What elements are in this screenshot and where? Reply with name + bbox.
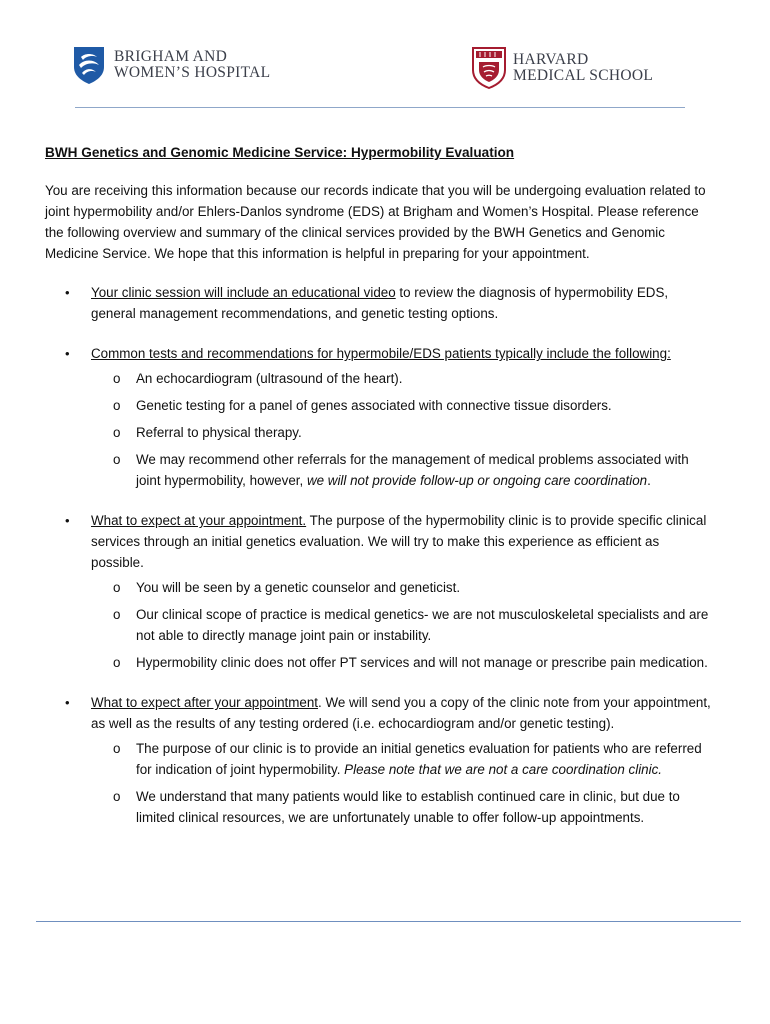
bullet-after-appointment xyxy=(45,692,715,828)
sub-marker: o xyxy=(113,425,121,440)
footer-divider xyxy=(36,921,741,922)
bullet-at-appointment xyxy=(45,510,715,673)
bullet-text: to review the diagnosis of hypermobility EDS, general management recommendations, and genetic testing options. xyxy=(91,285,669,321)
hms-logo-line2: MEDICAL SCHOOL xyxy=(513,67,654,84)
sub-marker: o xyxy=(113,371,121,386)
sub-text: We understand that many patients would like to establish continued care in clinic, but due to limited clinical resources, we are unfortunately unable to offer follow-up appointments. xyxy=(136,789,680,825)
bullet-heading: Common tests and recommendations for hypermobile/EDS patients typically include the following: xyxy=(91,346,671,361)
sub-text: Hypermobility clinic does not offer PT services and will not manage or prescribe pain medication. xyxy=(136,655,708,670)
bullet-list xyxy=(45,282,715,828)
sub-list xyxy=(91,738,715,828)
sub-text-italic: Please note that we are not a care coordination clinic. xyxy=(344,762,663,777)
sub-text: Our clinical scope of practice is medical genetics- we are not musculoskeletal specialists and are not able to directly manage joint pain or instability. xyxy=(136,607,709,643)
bullet-text: The purpose of the hypermobility clinic is to provide specific clinical services through an initial genetics evaluation. We will try to make this experience as efficient as possible. xyxy=(91,513,707,570)
bwh-logo-line2: WOMEN’S HOSPITAL xyxy=(114,64,271,81)
bwh-logo-line1: BRIGHAM AND xyxy=(114,48,228,65)
header-divider xyxy=(75,107,685,108)
sub-text-italic: we will not provide follow-up or ongoing care coordination xyxy=(306,473,648,488)
sub-marker: o xyxy=(113,607,121,622)
sub-item xyxy=(91,738,715,780)
sub-text: An echocardiogram (ultrasound of the heart). xyxy=(136,371,403,386)
sub-item xyxy=(91,422,715,443)
sub-item xyxy=(91,395,715,416)
bullet-text: . We will send you a copy of the clinic note from your appointment, as well as the results of any testing ordered (i.e. echocardiogram and/or genetic testing). xyxy=(91,695,711,731)
intro-paragraph: You are receiving this information because our records indicate that you will be undergoing evaluation related to joint hypermobility and/or Ehlers-Danlos syndrome (EDS) at Brigham and Women’s Hospital. Please reference the following overview and summary of the clinical services provided by the BWH Genetics and Genomic Medicine Service. We hope that this information is helpful in preparing for your appointment. xyxy=(45,183,706,261)
sub-list xyxy=(91,368,715,491)
sub-text: We may recommend other referrals for the management of medical problems associated with joint hypermobility, however, xyxy=(136,452,689,488)
sub-marker: o xyxy=(113,789,121,804)
sub-item xyxy=(91,786,715,828)
hms-logo-line1: HARVARD xyxy=(513,51,589,68)
sub-list xyxy=(91,577,715,673)
hms-logo xyxy=(471,46,653,90)
bullet-marker: • xyxy=(65,513,70,528)
sub-text: Referral to physical therapy. xyxy=(136,425,302,440)
bullet-educational-video xyxy=(45,282,715,324)
sub-item xyxy=(91,449,715,491)
sub-marker: o xyxy=(113,452,121,467)
sub-item xyxy=(91,652,715,673)
sub-text: The purpose of our clinic is to provide an initial genetics evaluation for patients who are referred for indication of joint hypermobility. xyxy=(136,741,702,777)
bwh-shield-icon xyxy=(72,45,106,85)
sub-item xyxy=(91,604,715,646)
bullet-heading: Your clinic session will include an educational video xyxy=(91,285,396,300)
bullet-heading: What to expect at your appointment. xyxy=(91,513,307,528)
bullet-heading: What to expect after your appointment xyxy=(91,695,319,710)
sub-text: You will be seen by a genetic counselor and geneticist. xyxy=(136,580,461,595)
sub-marker: o xyxy=(113,398,121,413)
bullet-marker: • xyxy=(65,285,70,300)
bullet-marker: • xyxy=(65,346,70,361)
sub-text: Genetic testing for a panel of genes associated with connective tissue disorders. xyxy=(136,398,612,413)
sub-text-end: . xyxy=(647,473,651,488)
bullet-marker: • xyxy=(65,695,70,710)
document-body xyxy=(45,142,715,847)
harvard-shield-icon xyxy=(471,46,507,90)
sub-item xyxy=(91,577,715,598)
bullet-common-tests xyxy=(45,343,715,491)
sub-marker: o xyxy=(113,580,121,595)
document-title: BWH Genetics and Genomic Medicine Service: Hypermobility Evaluation xyxy=(45,145,515,160)
sub-item xyxy=(91,368,715,389)
sub-marker: o xyxy=(113,741,121,756)
sub-marker: o xyxy=(113,655,121,670)
bwh-logo xyxy=(72,45,270,85)
